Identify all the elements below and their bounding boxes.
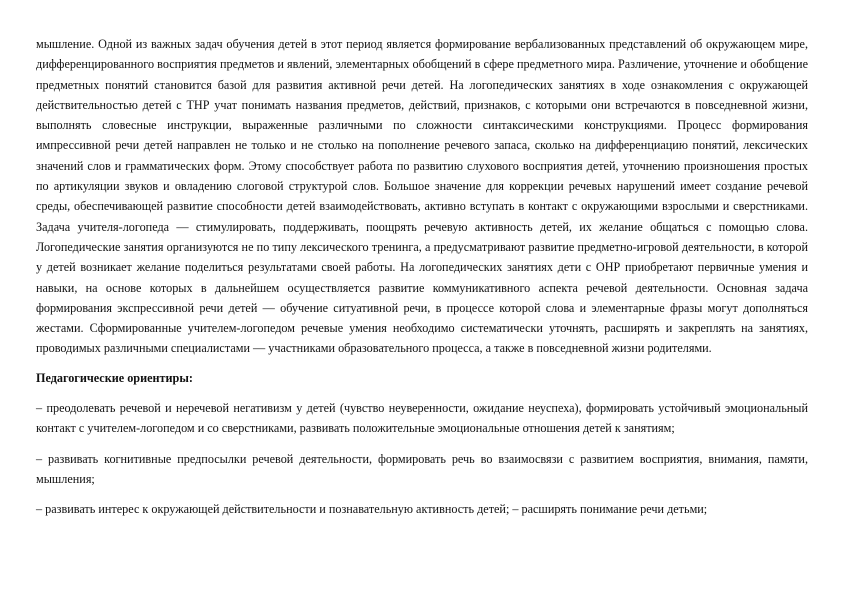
intro-paragraph: мышление. Одной из важных задач обучения детей в этот период является формирование вербализованных представлений об окружающем мире, дифференцированного восприятия предметов и явлений, элементарных обобщений в сфере предметного мира. Различение, уточнение и обобщение предметных понятий становится базой для развития активной речи детей. На логопедических занятиях в ходе ознакомления с окружающей действительностью детей с ТНР учат понимать названия предметов, действий, признаков, с которыми они встречаются в повседневной жизни, выполнять словесные инструкции, выраженные различными по сложности синтаксическими конструкциями. Процесс формирования импрессивной речи детей направлен не только и не столько на пополнение речевого запаса, сколько на дифференциацию понятий, лексических значений слов и грамматических форм. Этому способствует работа по развитию слухового восприятия детей, уточнению произношения простых по артикуляции звуков и овладению слоговой структурой слов. Большое значение для коррекции речевых нарушений имеет создание речевой среды, обеспечивающей развитие способности детей взаимодействовать, активно вступать в контакт с окружающими взрослыми и сверстниками. Задача учителя-логопеда — стимулировать, поддерживать, поощрять речевую активность детей, их желание общаться с помощью слова. Логопедические занятия организуются не по типу лексического тренинга, а предусматривают развитие предметно-игровой деятельности, в которой у детей возникает желание поделиться результатами своей работы. На логопедических занятиях дети с ОНР приобретают первичные умения и навыки, на основе которых в дальнейшем осуществляется развитие коммуникативного аспекта речевой деятельности. Основная задача формирования экспрессивной речи детей — обучение ситуативной речи, в процессе которой слова и элементарные фразы могут дополняться жестами. Сформированные учителем-логопедом речевые умения необходимо систематически уточнять, расширять и закреплять на занятиях, проводимых различными специалистами — участниками образовательного процесса, а также в повседневной жизни родителями. xyxy=(36,37,808,356)
list-item: – развивать интерес к окружающей действительности и познавательную активность детей; – расширять понимание речи детьми; xyxy=(36,502,708,517)
section-heading: Педагогические ориентиры: xyxy=(36,370,193,385)
document-page xyxy=(36,34,808,520)
list-item: – преодолевать речевой и неречевой негативизм у детей (чувство неуверенности, ожидание неуспеха), формировать устойчивый эмоциональный контакт с учителем-логопедом и со сверстниками, развивать положительные эмоциональные отношения детей к занятиям; xyxy=(36,401,808,436)
list-item: – развивать когнитивные предпосылки речевой деятельности, формировать речь во взаимосвязи с развитием восприятия, внимания, памяти, мышления; xyxy=(36,451,808,486)
